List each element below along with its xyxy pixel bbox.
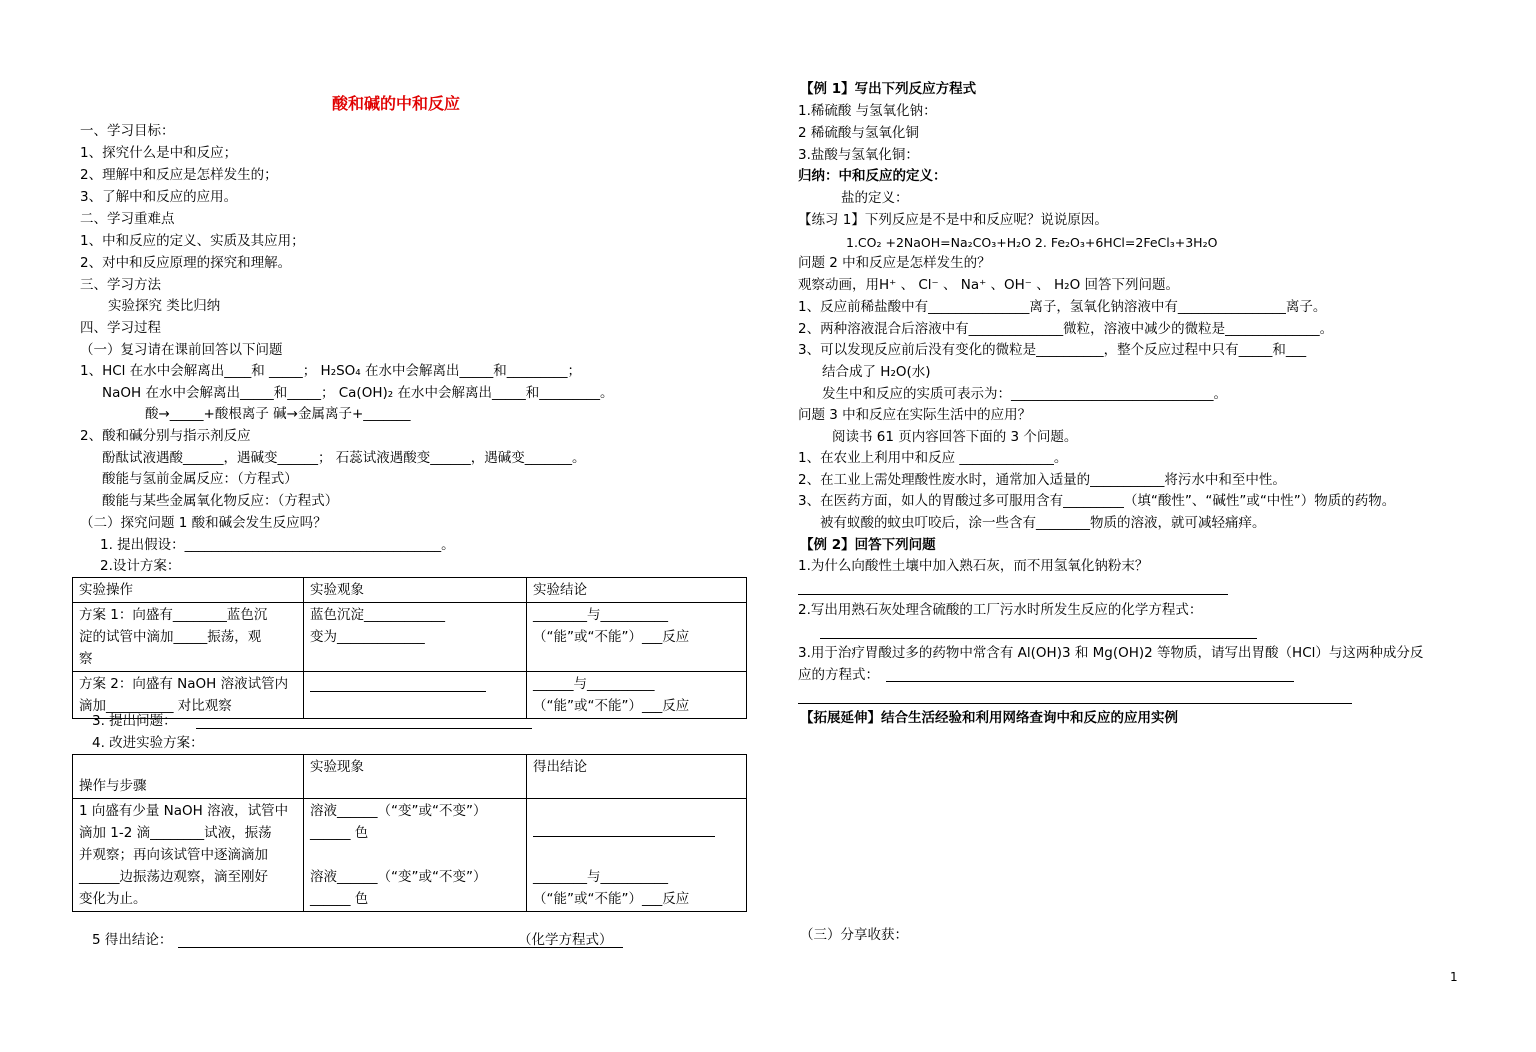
goals-heading: 一、学习目标： xyxy=(80,123,175,139)
application-1: 1、在农业上利用中和反应 ______________。 xyxy=(798,450,1068,466)
answer-line xyxy=(886,681,1294,682)
table-header: 实验结论 xyxy=(527,578,747,603)
extension: 【拓展延伸】结合生活经验和利用网络查询中和反应的应用实例 xyxy=(800,710,1178,726)
table-cell: 溶液______（“变”或“不变”） ______ 色 溶液______（“变”或“不变”） ______ 色 xyxy=(304,799,527,912)
answer-line xyxy=(798,703,1352,704)
example-2-q3: 3.用于治疗胃酸过多的药物中常含有 Al(OH)3 和 Mg(OH)2 等物质，请写出胃酸（HCl）与这两种成分反 xyxy=(798,645,1424,661)
review-q1c: 酸→_____+酸根离子 碱→金属离子+_______ xyxy=(145,406,411,422)
key-points-heading: 二、学习重难点 xyxy=(80,211,175,227)
example-1c: 3.盐酸与氢氧化铜： xyxy=(798,147,919,163)
table-header: 实验观象 xyxy=(304,578,527,603)
table-header: 实验现象 xyxy=(304,755,527,799)
improved-table xyxy=(72,754,747,912)
key-point-2: 2、对中和反应原理的探究和理解。 xyxy=(80,255,292,271)
table-header: 操作与步骤 xyxy=(73,755,304,799)
review-heading: （一）复习请在课前回答以下问题 xyxy=(80,342,283,358)
table-cell: 1 向盛有少量 NaOH 溶液，试管中 滴加 1-2 滴________试液，振荡 并观察；再向该试管中逐滴滴加 ______边振荡边观察，滴至刚好 变化为止。 xyxy=(73,799,304,912)
reading-instruction: 阅读书 61 页内容回答下面的 3 个问题。 xyxy=(832,429,1078,445)
application-3: 3、在医药方面，如人的胃酸过多可服用含有_________（填“酸性”、“碱性”或“中性”）物质的药物。 xyxy=(798,493,1396,509)
salt-definition: 盐的定义： xyxy=(841,190,909,206)
practice-1-heading: 【练习 1】下列反应是不是中和反应呢？说说原因。 xyxy=(798,212,1108,228)
example-1b: 2 稀硫酸与氢氧化铜 xyxy=(798,125,919,141)
review-q2c: 酸能与某些金属氧化物反应：（方程式） xyxy=(102,493,339,509)
review-q2b: 酸能与氢前金属反应：（方程式） xyxy=(102,471,298,487)
review-q2: 2、酸和碱分别与指示剂反应 xyxy=(80,428,251,444)
answer-line xyxy=(798,594,1228,595)
table-cell: ________与__________ （“能”或“不能”）___反应 xyxy=(527,603,747,672)
observe-instruction: 观察动画，用H⁺ 、 Cl⁻ 、 Na⁺ 、OH⁻ 、 H₂O 回答下列问题。 xyxy=(798,277,1179,293)
table-cell: 方案 1：向盛有________蓝色沉 淀的试管中滴加_____振荡，观 察 xyxy=(73,603,304,672)
example-2-q1: 1.为什么向酸性土壤中加入熟石灰，而不用氢氧化钠粉末？ xyxy=(798,558,1149,574)
step-3: 3. 提出问题： xyxy=(92,713,177,729)
goal-1: 1、探究什么是中和反应； xyxy=(80,145,238,161)
table-cell xyxy=(304,672,527,719)
practice-1-equations: 1.CO₂ +2NaOH=Na₂CO₃+H₂O 2. Fe₂O₃+6HCl=2FeCl₃+3H₂O xyxy=(846,235,1218,250)
design-table xyxy=(72,577,747,719)
step-1: 1. 提出假设：______________________________________。 xyxy=(100,537,455,553)
example-1-heading: 【例 1】写出下列反应方程式 xyxy=(800,81,977,97)
summary-definition: 归纳：中和反应的定义： xyxy=(798,168,947,184)
step-5-note: （化学方程式） xyxy=(518,932,613,948)
table-cell: ________与__________ （“能”或“不能”）___反应 xyxy=(527,799,747,912)
example-1a: 1.稀硫酸 与氢氧化钠： xyxy=(798,103,937,119)
share-heading: （三）分享收获： xyxy=(800,927,908,943)
explore-heading: （二）探究问题 1 酸和碱会发生反应吗？ xyxy=(80,515,327,531)
table-cell: 蓝色沉淀____________ 变为_____________ xyxy=(304,603,527,672)
answer-line xyxy=(820,638,1257,639)
step-4: 4. 改进实验方案： xyxy=(92,735,204,751)
application-3b: 被有蚁酸的蚊虫叮咬后，涂一些含有________物质的溶液，就可减轻痛痒。 xyxy=(820,515,1266,531)
question-3: 问题 3 中和反应在实际生活中的应用？ xyxy=(798,407,1032,423)
step-2: 2.设计方案： xyxy=(100,558,181,574)
example-2-q2: 2.写出用熟石灰处理含硫酸的工厂污水时所发生反应的化学方程式： xyxy=(798,602,1203,618)
methods-heading: 三、学习方法 xyxy=(80,277,161,293)
table-cell: 方案 2：向盛有 NaOH 溶液试管内 滴加__________ 对比观察 xyxy=(73,672,304,719)
observe-q3c: 发生中和反应的实质可表示为：______________________________。 xyxy=(822,386,1227,402)
review-q1a: 1、HCl 在水中会解离出____和 _____； H₂SO₄ 在水中会解离出_____和_________； xyxy=(80,363,582,379)
review-q1b: NaOH 在水中会解离出_____和_____； Ca(OH)₂ 在水中会解离出_____和_________。 xyxy=(102,385,614,401)
table-header: 实验操作 xyxy=(73,578,304,603)
page-title: 酸和碱的中和反应 xyxy=(332,94,461,113)
observe-q3b: 结合成了 H₂O(水) xyxy=(822,364,931,380)
answer-line xyxy=(196,728,532,729)
table-header: 得出结论 xyxy=(527,755,747,799)
goal-2: 2、理解中和反应是怎样发生的； xyxy=(80,167,278,183)
observe-q1: 1、反应前稀盐酸中有_______________离子，氢氧化钠溶液中有________________离子。 xyxy=(798,299,1327,315)
application-2: 2、在工业上需处理酸性废水时，通常加入适量的___________将污水中和至中性。 xyxy=(798,472,1286,488)
process-heading: 四、学习过程 xyxy=(80,320,161,336)
methods: 实验探究 类比归纳 xyxy=(108,298,221,314)
observe-q2: 2、两种溶液混合后溶液中有______________微粒，溶液中减少的微粒是______________。 xyxy=(798,321,1334,337)
question-2: 问题 2 中和反应是怎样发生的？ xyxy=(798,255,991,271)
goal-3: 3、了解中和反应的应用。 xyxy=(80,189,238,205)
step-5: 5 得出结论： xyxy=(92,932,173,948)
key-point-1: 1、中和反应的定义、实质及其应用； xyxy=(80,233,305,249)
table-cell: ______与__________ （“能”或“不能”）___反应 xyxy=(527,672,747,719)
example-2-q3b: 应的方程式： xyxy=(798,667,879,683)
example-2-heading: 【例 2】回答下列问题 xyxy=(800,537,936,553)
page-number: 1 xyxy=(1450,970,1458,984)
review-q2a: 酚酞试液遇酸______，遇碱变______； 石蕊试液遇酸变______，遇碱变_______。 xyxy=(102,450,586,466)
observe-q3: 3、可以发现反应前后没有变化的微粒是__________，整个反应过程中只有_____和___ xyxy=(798,342,1307,358)
